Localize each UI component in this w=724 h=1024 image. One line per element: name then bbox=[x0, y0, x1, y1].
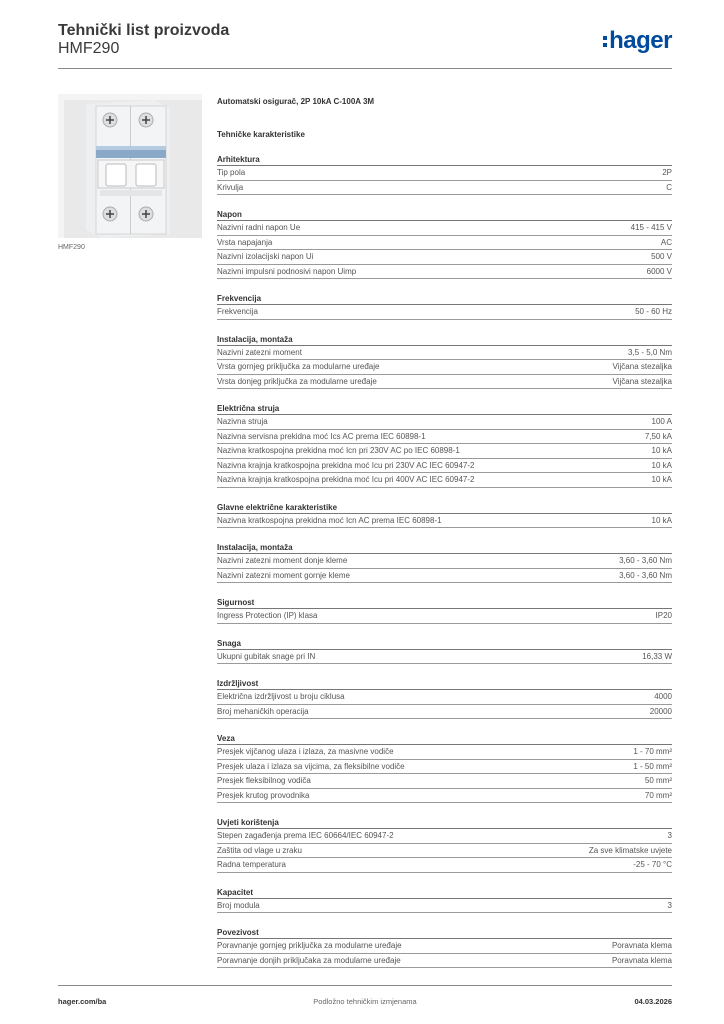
spec-label: Nazivni radni napon Ue bbox=[217, 223, 301, 232]
spec-value: Vijčana stezaljka bbox=[612, 376, 672, 386]
spec-row bbox=[217, 305, 672, 320]
spec-row bbox=[217, 221, 672, 236]
spec-row bbox=[217, 444, 672, 459]
spec-value: 3 bbox=[667, 831, 672, 840]
spec-label: Stepen zagađenja prema IEC 60664/IEC 60947-2 bbox=[217, 831, 394, 840]
spec-row bbox=[217, 705, 672, 720]
spec-label: Broj mehaničkih operacija bbox=[217, 706, 309, 716]
circuit-breaker-image bbox=[58, 94, 202, 238]
page-header bbox=[58, 22, 672, 70]
spec-row bbox=[217, 459, 672, 474]
spec-row bbox=[217, 690, 672, 705]
spec-row bbox=[217, 774, 672, 789]
spec-value: 3 bbox=[667, 900, 672, 910]
product-description: Automatski osigurač, 2P 10kA C-100A 3M bbox=[217, 97, 375, 106]
spec-row bbox=[217, 265, 672, 280]
footer-divider bbox=[58, 985, 672, 986]
footer-note: Podložno tehničkim izmjenama bbox=[313, 997, 417, 1006]
spec-value: 10 kA bbox=[651, 515, 672, 525]
spec-value: IP20 bbox=[655, 611, 672, 620]
section-title: Frekvencija bbox=[217, 293, 672, 305]
spec-section bbox=[217, 334, 672, 390]
spec-value: 10 kA bbox=[651, 446, 672, 455]
product-image bbox=[58, 94, 202, 238]
spec-section bbox=[217, 154, 672, 195]
spec-label: Nazivna struja bbox=[217, 417, 268, 426]
spec-value: Poravnata klema bbox=[611, 955, 672, 965]
section-title: Snaga bbox=[217, 638, 672, 650]
spec-value: 500 V bbox=[651, 252, 672, 261]
spec-value: Vijčana stezaljka bbox=[612, 362, 672, 371]
spec-row bbox=[217, 181, 672, 196]
product-code: HMF290 bbox=[58, 40, 120, 57]
spec-row bbox=[217, 346, 672, 361]
spec-row bbox=[217, 760, 672, 775]
spec-label: Poravnanje donjih priključaka za modularne uređaje bbox=[217, 955, 401, 965]
spec-value: 3,5 - 5,0 Nm bbox=[627, 347, 672, 357]
spec-row bbox=[217, 250, 672, 265]
spec-value: 3,60 - 3,60 Nm bbox=[619, 556, 672, 565]
section-title: Povezivost bbox=[217, 927, 672, 939]
spec-row bbox=[217, 554, 672, 569]
document-title: Tehnički list proizvoda bbox=[58, 22, 230, 39]
hager-logo bbox=[603, 28, 672, 54]
section-title: Kapacitet bbox=[217, 887, 672, 899]
section-title: Električna struja bbox=[217, 403, 672, 415]
spec-label: Nazivni impulsni podnosivi napon Uimp bbox=[217, 266, 357, 276]
spec-row bbox=[217, 166, 672, 181]
section-title: Veza bbox=[217, 733, 672, 745]
spec-row bbox=[217, 829, 672, 844]
spec-section bbox=[217, 887, 672, 914]
spec-value: 50 - 60 Hz bbox=[635, 307, 672, 316]
spec-value: 415 - 415 V bbox=[630, 223, 672, 232]
footer-website[interactable]: hager.com/ba bbox=[58, 997, 107, 1006]
spec-label: Nazivna servisna prekidna moć Ics AC prema IEC 60898-1 bbox=[217, 431, 426, 441]
spec-row bbox=[217, 899, 672, 914]
spec-value: 4000 bbox=[654, 692, 672, 701]
spec-row bbox=[217, 360, 672, 375]
spec-row bbox=[217, 514, 672, 529]
spec-label: Presjek fleksibilnog vodiča bbox=[217, 776, 311, 785]
spec-value: 10 kA bbox=[651, 475, 672, 484]
spec-value: 1 - 50 mm² bbox=[633, 761, 672, 771]
spec-label: Nazivni zatezni moment gornje kleme bbox=[217, 570, 350, 580]
spec-value: 1 - 70 mm² bbox=[633, 747, 672, 756]
spec-row bbox=[217, 473, 672, 488]
spec-value: 20000 bbox=[649, 706, 672, 716]
section-title: Sigurnost bbox=[217, 597, 672, 609]
section-title: Instalacija, montaža bbox=[217, 334, 672, 346]
spec-value: 100 A bbox=[651, 417, 672, 426]
spec-label: Zaštita od vlage u zraku bbox=[217, 845, 302, 855]
spec-label: Broj modula bbox=[217, 900, 260, 910]
spec-label: Presjek vijčanog ulaza i izlaza, za masivne vodiče bbox=[217, 747, 394, 756]
spec-label: Nazivni zatezni moment donje kleme bbox=[217, 556, 348, 565]
spec-label: Krivulja bbox=[217, 182, 244, 192]
spec-label: Ingress Protection (IP) klasa bbox=[217, 611, 318, 620]
spec-row bbox=[217, 844, 672, 859]
spec-value: 3,60 - 3,60 Nm bbox=[619, 570, 672, 580]
spec-row bbox=[217, 569, 672, 584]
spec-label: Nazivna krajnja kratkospojna prekidna moć Icu pri 400V AC IEC 60947-2 bbox=[217, 475, 475, 484]
logo-text: hager bbox=[609, 27, 672, 54]
spec-label: Frekvencija bbox=[217, 307, 258, 316]
page-footer bbox=[58, 991, 672, 1011]
spec-value: Poravnata klema bbox=[611, 941, 672, 950]
specifications bbox=[217, 96, 672, 968]
spec-label: Nazivna kratkospojna prekidna moć Icn AC prema IEC 60898-1 bbox=[217, 515, 442, 525]
spec-section bbox=[217, 678, 672, 719]
spec-row bbox=[217, 609, 672, 624]
spec-value: Za sve klimatske uvjete bbox=[588, 845, 672, 855]
spec-row bbox=[217, 415, 672, 430]
spec-value: 70 mm² bbox=[644, 790, 672, 800]
spec-label: Nazivni izolacijski napon Ui bbox=[217, 252, 314, 261]
spec-section bbox=[217, 597, 672, 624]
spec-label: Nazivna krajnja kratkospojna prekidna moć Icu pri 230V AC IEC 60947-2 bbox=[217, 460, 475, 470]
section-title: Glavne električne karakteristike bbox=[217, 502, 672, 514]
footer-date: 04.03.2026 bbox=[634, 997, 672, 1006]
spec-value: 50 mm² bbox=[644, 776, 672, 785]
spec-label: Ukupni gubitak snage pri IN bbox=[217, 651, 316, 661]
section-title: Arhitektura bbox=[217, 154, 672, 166]
spec-label: Tip pola bbox=[217, 168, 246, 177]
image-caption: HMF290 bbox=[58, 244, 85, 251]
spec-value: 10 kA bbox=[651, 460, 672, 470]
spec-row bbox=[217, 954, 672, 969]
spec-value: 16,33 W bbox=[642, 651, 672, 661]
spec-section bbox=[217, 927, 672, 968]
spec-label: Vrsta napajanja bbox=[217, 237, 273, 247]
spec-label: Presjek ulaza i izlaza sa vijcima, za fleksibilne vodiče bbox=[217, 761, 405, 771]
spec-label: Električna izdržljivost u broju ciklusa bbox=[217, 692, 345, 701]
spec-value: -25 - 70 °C bbox=[633, 860, 672, 869]
tech-characteristics-heading: Tehničke karakteristike bbox=[217, 130, 305, 139]
spec-row bbox=[217, 375, 672, 390]
spec-row bbox=[217, 650, 672, 665]
spec-value: C bbox=[666, 182, 672, 192]
spec-row bbox=[217, 939, 672, 954]
spec-section bbox=[217, 403, 672, 488]
spec-row bbox=[217, 236, 672, 251]
logo-colon-icon bbox=[603, 36, 607, 47]
spec-section bbox=[217, 733, 672, 803]
spec-row bbox=[217, 430, 672, 445]
section-title: Uvjeti korištenja bbox=[217, 817, 672, 829]
spec-row bbox=[217, 789, 672, 804]
spec-label: Presjek krutog provodnika bbox=[217, 790, 310, 800]
spec-row bbox=[217, 745, 672, 760]
spec-label: Vrsta gornjeg priključka za modularne uređaje bbox=[217, 362, 380, 371]
spec-value: 2P bbox=[662, 168, 672, 177]
section-title: Napon bbox=[217, 209, 672, 221]
spec-section bbox=[217, 209, 672, 279]
spec-label: Nazivni zatezni moment bbox=[217, 347, 302, 357]
spec-sections bbox=[217, 154, 672, 968]
spec-section bbox=[217, 817, 672, 873]
spec-row bbox=[217, 858, 672, 873]
spec-value: AC bbox=[660, 237, 672, 247]
section-title: Izdržljivost bbox=[217, 678, 672, 690]
spec-section bbox=[217, 293, 672, 320]
spec-label: Poravnanje gornjeg priključka za modularne uređaje bbox=[217, 941, 402, 950]
spec-label: Radna temperatura bbox=[217, 860, 286, 869]
spec-label: Vrsta donjeg priključka za modularne uređaje bbox=[217, 376, 377, 386]
spec-section bbox=[217, 542, 672, 583]
spec-label: Nazivna kratkospojna prekidna moć Icn pri 230V AC po IEC 60898-1 bbox=[217, 446, 460, 455]
section-title: Instalacija, montaža bbox=[217, 542, 672, 554]
header-divider bbox=[58, 68, 672, 69]
spec-value: 6000 V bbox=[646, 266, 672, 276]
spec-section bbox=[217, 638, 672, 665]
spec-value: 7,50 kA bbox=[644, 431, 672, 441]
spec-section bbox=[217, 502, 672, 529]
